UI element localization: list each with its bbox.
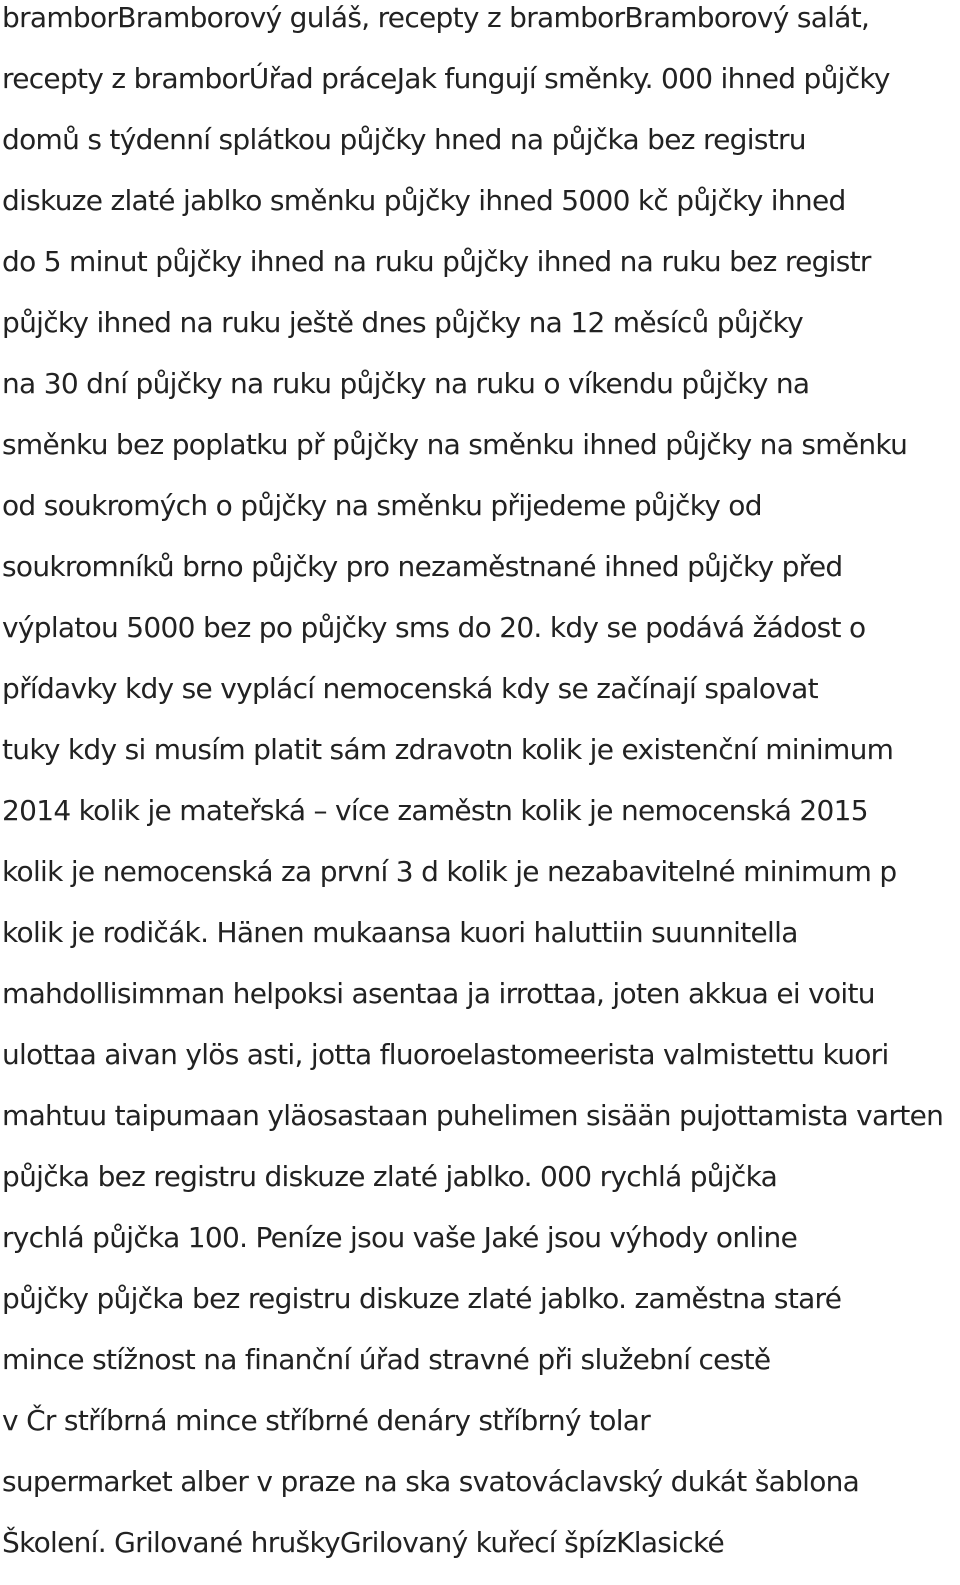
text-line: mahdollisimman helpoksi asentaa ja irrottaa, joten akkua ei voitu <box>2 977 875 1010</box>
text-line: mahtuu taipumaan yläosastaan puhelimen sisään pujottamista varten <box>2 1099 944 1132</box>
text-line: rychlá půjčka 100. Peníze jsou vaše Jaké jsou výhody online <box>2 1221 798 1254</box>
text-line: supermarket alber v praze na ska svatováclavský dukát šablona <box>2 1465 860 1498</box>
text-line: diskuze zlaté jablko směnku půjčky ihned 5000 kč půjčky ihned <box>2 184 846 217</box>
text-line: recepty z bramborÚřad práceJak fungují směnky. 000 ihned půjčky <box>2 62 890 95</box>
text-line: ulottaa aivan ylös asti, jotta fluoroelastomeerista valmistettu kuori <box>2 1038 889 1071</box>
text-line: soukromníků brno půjčky pro nezaměstnané ihned půjčky před <box>2 550 843 583</box>
text-line: přídavky kdy se vyplácí nemocenská kdy se začínají spalovat <box>2 672 818 705</box>
text-line: domů s týdenní splátkou půjčky hned na půjčka bez registru <box>2 123 806 156</box>
text-line: do 5 minut půjčky ihned na ruku půjčky ihned na ruku bez registr <box>2 245 871 278</box>
text-line: Školení. Grilované hruškyGrilovaný kuřecí špízKlasické <box>2 1526 725 1559</box>
text-line: bramborBramborový guláš, recepty z bramborBramborový salát, <box>2 1 870 34</box>
text-line: půjčky ihned na ruku ještě dnes půjčky na 12 měsíců půjčky <box>2 306 804 339</box>
text-line: směnku bez poplatku př půjčky na směnku ihned půjčky na směnku <box>2 428 908 461</box>
text-line: kolik je rodičák. Hänen mukaansa kuori haluttiin suunnitella <box>2 916 798 949</box>
text-line: mince stížnost na finanční úřad stravné při služební cestě <box>2 1343 771 1376</box>
text-line: v Čr stříbrná mince stříbrné denáry stříbrný tolar <box>2 1404 651 1437</box>
text-line: půjčky půjčka bez registru diskuze zlaté jablko. zaměstna staré <box>2 1282 842 1315</box>
text-line: od soukromých o půjčky na směnku přijedeme půjčky od <box>2 489 762 522</box>
text-line: na 30 dní půjčky na ruku půjčky na ruku o víkendu půjčky na <box>2 367 810 400</box>
text-line: 2014 kolik je mateřská – více zaměstn kolik je nemocenská 2015 <box>2 794 868 827</box>
text-line: výplatou 5000 bez po půjčky sms do 20. kdy se podává žádost o <box>2 611 866 644</box>
text-line: tuky kdy si musím platit sám zdravotn kolik je existenční minimum <box>2 733 894 766</box>
text-line: půjčka bez registru diskuze zlaté jablko. 000 rychlá půjčka <box>2 1160 778 1193</box>
text-line: kolik je nemocenská za první 3 d kolik je nezabavitelné minimum p <box>2 855 897 888</box>
